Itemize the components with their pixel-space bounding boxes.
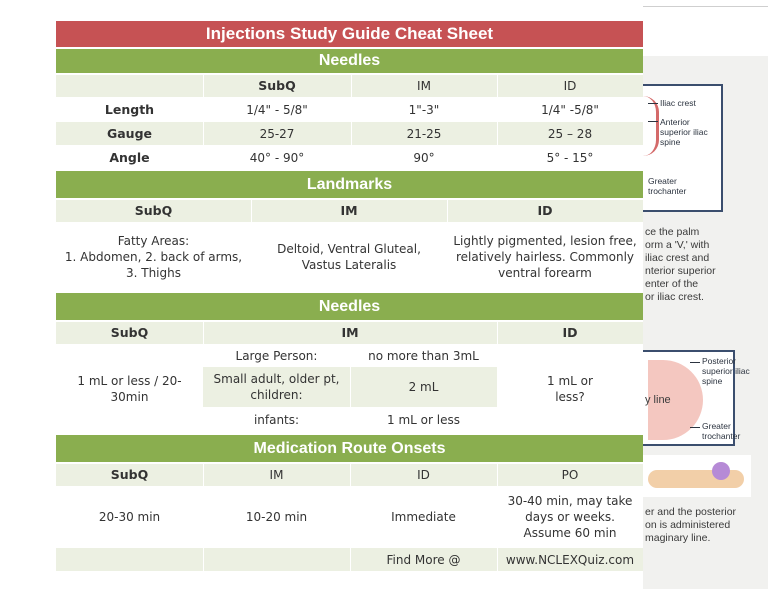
background-divider: [643, 6, 768, 7]
subq-length: 1/4" - 5/8": [246, 102, 308, 117]
id-onset: Immediate: [391, 510, 456, 524]
bg-fig-label: y line: [645, 394, 671, 406]
onsets-row: [56, 487, 643, 547]
column-divider: [497, 75, 498, 169]
id-column-header: ID: [563, 79, 577, 93]
bg-text-line: orm a 'V,' with: [645, 239, 710, 251]
column-divider: [251, 200, 252, 222]
column-divider: [350, 367, 351, 407]
column-divider: [351, 75, 352, 169]
bg-bottom-text-line: maginary line.: [645, 532, 711, 544]
gauge-row: [56, 122, 643, 145]
iliac-crest-label: Iliac crest: [660, 98, 696, 108]
landmarks-row: [56, 223, 643, 291]
column-divider: [203, 548, 204, 571]
bg-text-line: ce the palm: [645, 226, 700, 238]
id-length: 1/4" -5/8": [541, 102, 599, 117]
id-column-header: ID: [417, 468, 430, 482]
subq-column-header: SubQ: [110, 467, 149, 482]
im-patient-type: Small adult, older pt, children:: [213, 372, 340, 402]
bg-text-line: enter of the: [645, 278, 699, 290]
subq-angle: 40° - 90°: [249, 150, 305, 165]
po-column-header: PO: [561, 468, 579, 482]
im-patient-type: Large Person:: [235, 349, 318, 363]
subq-column-header: SubQ: [258, 78, 296, 93]
injections-cheat-sheet: [56, 21, 643, 571]
id-column-header: ID: [562, 325, 578, 340]
id-landmarks: Lightly pigmented, lesion free, relatively hairless. Commonly ventral forearm: [453, 234, 637, 280]
bg-text-line: nterior superior: [645, 265, 716, 277]
id-column-header: ID: [537, 203, 553, 218]
bg-text-line: or iliac crest.: [645, 291, 704, 303]
bg-text-line: iliac crest and: [645, 252, 710, 264]
posterior-superior-iliac-spine-label: Posterior superior iliac spine: [702, 356, 750, 386]
im-angle: 90°: [413, 150, 435, 165]
id-angle: 5° - 15°: [546, 150, 594, 165]
angle-row: [56, 146, 643, 169]
subq-column-header: SubQ: [134, 203, 173, 218]
column-divider: [350, 548, 351, 571]
id-gauge: 25 – 28: [547, 126, 593, 141]
row-label: Angle: [109, 149, 150, 165]
anterior-superior-iliac-spine-label: Anterior superior iliac spine: [660, 117, 708, 147]
im-volume: no more than 3mL: [368, 349, 479, 363]
greater-trochanter-label: Greater trochanter: [648, 176, 687, 196]
im-volume: 1 mL or less: [387, 413, 460, 427]
bg-bottom-text-line: on is administered: [645, 519, 731, 531]
id-volume: 1 mL or less?: [547, 374, 593, 404]
subq-volume: 1 mL or less / 20- 30min: [77, 374, 182, 404]
im-volume: 2 mL: [408, 380, 439, 394]
needles-volume-heading: Needles: [56, 293, 643, 320]
column-divider: [497, 548, 498, 571]
injection-site-marker: [712, 462, 730, 480]
subq-landmarks: Fatty Areas: 1. Abdomen, 2. back of arms, 3. Thighs: [64, 234, 243, 280]
row-label: Gauge: [106, 125, 153, 141]
leader-line: [690, 362, 700, 363]
website-link[interactable]: www.NCLEXQuiz.com: [505, 552, 635, 567]
column-divider: [350, 464, 351, 486]
hip-outline: [643, 96, 659, 156]
find-more-label: Find More @: [386, 552, 461, 567]
landmarks-heading: Landmarks: [56, 171, 643, 198]
im-column-header: IM: [340, 203, 358, 218]
im-length: 1"-3": [408, 102, 440, 117]
bg-bottom-text-line: er and the posterior: [645, 506, 737, 518]
im-gauge: 21-25: [406, 126, 442, 141]
column-divider: [447, 200, 448, 222]
column-divider: [203, 75, 204, 169]
leader-line: [690, 427, 700, 428]
needles-volume-header-row: [56, 322, 643, 344]
needles-heading: Needles: [56, 49, 643, 73]
landmarks-header-row: [56, 200, 643, 222]
length-row: [56, 98, 643, 121]
column-divider: [203, 322, 204, 344]
column-divider: [497, 464, 498, 486]
im-column-header: IM: [341, 325, 359, 340]
subq-column-header: SubQ: [110, 325, 149, 340]
greater-trochanter-label-2: Greater trochanter: [702, 421, 741, 441]
column-divider: [497, 322, 498, 344]
leader-line: [648, 103, 658, 104]
subq-gauge: 25-27: [259, 126, 295, 141]
leader-line: [648, 121, 658, 122]
im-patient-type: infants:: [253, 413, 300, 427]
route-onsets-heading: Medication Route Onsets: [56, 435, 643, 462]
needles-header-row: [56, 75, 643, 97]
im-landmarks: Deltoid, Ventral Gluteal, Vastus Lateralis: [277, 242, 421, 272]
po-onset: 30-40 min, may take days or weeks. Assume 60 min: [507, 494, 633, 540]
subq-onset: 20-30 min: [98, 510, 161, 524]
im-onset: 10-20 min: [245, 510, 308, 524]
im-column-header: IM: [417, 79, 431, 93]
cheat-sheet-title: Injections Study Guide Cheat Sheet: [56, 21, 643, 47]
im-column-header: IM: [269, 468, 284, 482]
column-divider: [203, 464, 204, 486]
row-label: Length: [104, 101, 155, 117]
